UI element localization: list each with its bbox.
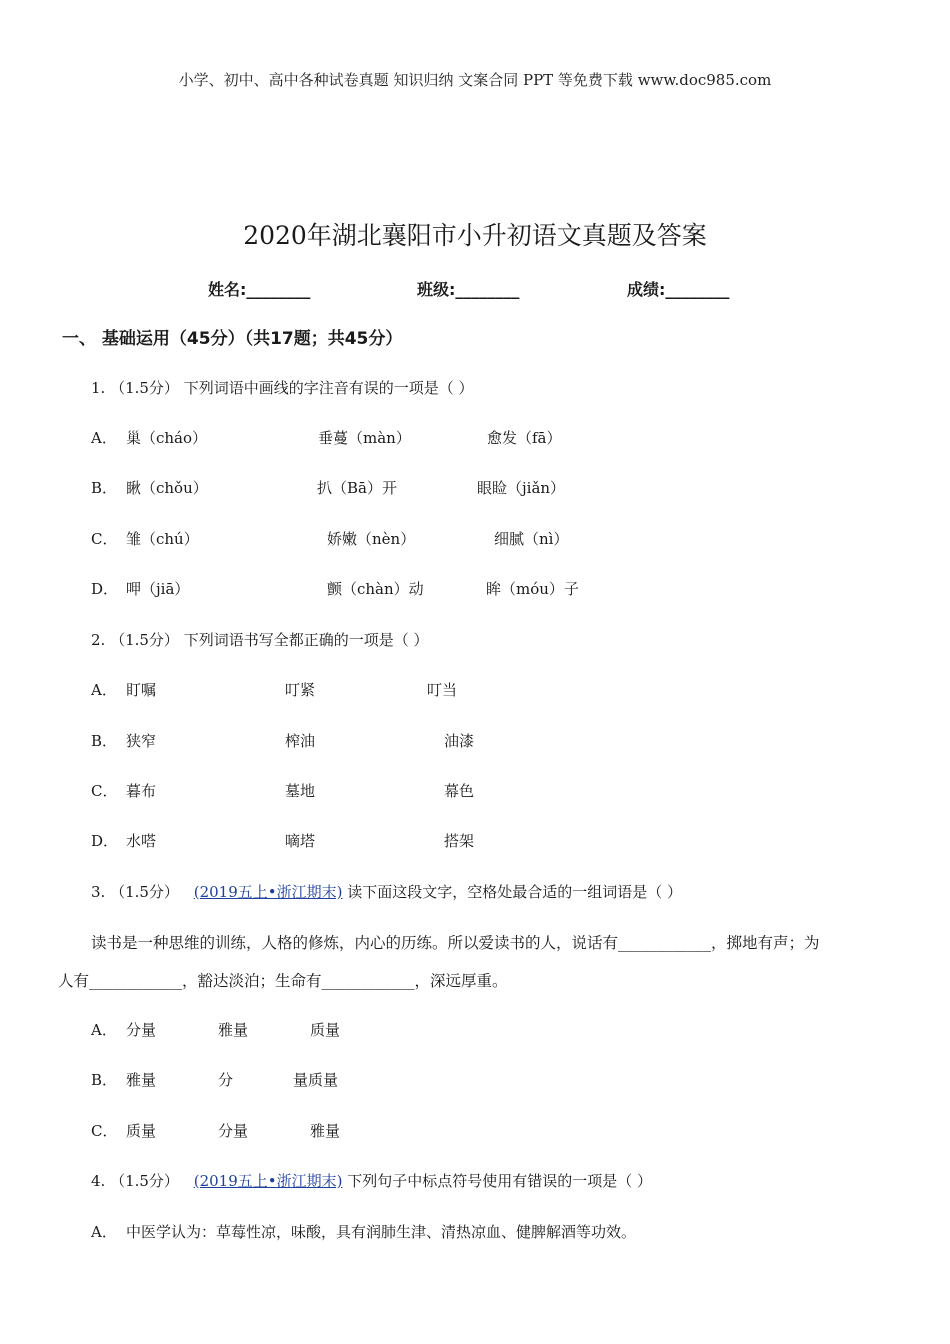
- option-item: 量质量: [293, 1071, 339, 1089]
- question-4-stem: [91, 1170, 652, 1191]
- class-field: 班级:________: [417, 280, 520, 299]
- option-label: A．: [91, 681, 117, 699]
- option-item: 细腻（nì）: [494, 530, 569, 548]
- option-item: 质量: [310, 1021, 341, 1039]
- option-item: 油漆: [444, 732, 475, 750]
- option-item: 瞅（chǒu）: [126, 479, 208, 497]
- option-item: 榨油: [285, 732, 316, 750]
- question-source-link[interactable]: (2019五上•浙江期末): [193, 883, 343, 901]
- option-item: 暮布: [126, 782, 157, 800]
- option-item: 水嗒: [126, 832, 157, 850]
- option-label: C．: [91, 782, 118, 800]
- section-heading: 一、 基础运用（45分）（共17题；共45分）: [62, 329, 403, 349]
- option-item: 垂蔓（màn）: [318, 429, 411, 447]
- option-label: B．: [91, 479, 118, 497]
- option-text: 中医学认为：草莓性凉，味酸，具有润肺生津、清热凉血、健脾解酒等功效。: [126, 1223, 637, 1241]
- option-item: 分量: [126, 1021, 157, 1039]
- passage-line-2: 人有____________，豁达淡泊；生命有____________，深远厚重。: [58, 972, 508, 990]
- option-item: 幕色: [444, 782, 475, 800]
- option-item: 雅量: [218, 1021, 249, 1039]
- option-item: 眸（móu）子: [486, 580, 579, 598]
- question-2-stem: 2. （1.5分） 下列词语书写全都正确的一项是（ ）: [91, 631, 429, 649]
- option-item: 雅量: [310, 1122, 341, 1140]
- option-label: B．: [91, 1071, 118, 1089]
- option-label: A．: [91, 1223, 117, 1241]
- option-item: 墓地: [285, 782, 316, 800]
- option-item: 分量: [218, 1122, 249, 1140]
- question-1-stem: 1. （1.5分） 下列词语中画线的字注音有误的一项是（ ）: [91, 379, 474, 397]
- option-item: 愈发（fā）: [487, 429, 562, 447]
- option-label: A．: [91, 1021, 117, 1039]
- question-number: 4. （1.5分）: [91, 1172, 179, 1190]
- passage-line-1: 读书是一种思维的训练，人格的修炼，内心的历练。所以爱读书的人，说话有____________，掷地有声；为: [91, 934, 820, 952]
- option-item: 盯嘱: [126, 681, 157, 699]
- page-title: 2020年湖北襄阳市小升初语文真题及答案: [243, 221, 707, 250]
- option-item: 质量: [126, 1122, 157, 1140]
- option-label: D．: [91, 580, 119, 598]
- option-label: D．: [91, 832, 119, 850]
- option-label: C．: [91, 1122, 118, 1140]
- option-item: 叮当: [427, 681, 458, 699]
- page-header: 小学、初中、高中各种试卷真题 知识归纳 文案合同 PPT 等免费下载 www.doc985.com: [178, 71, 772, 89]
- option-item: 雅量: [126, 1071, 157, 1089]
- option-item: 眼睑（jiǎn）: [477, 479, 566, 497]
- question-number: 3. （1.5分）: [91, 883, 179, 901]
- question-text: 读下面这段文字，空格处最合适的一组词语是（ ）: [347, 883, 683, 901]
- option-item: 雏（chú）: [126, 530, 199, 548]
- question-text: 下列句子中标点符号使用有错误的一项是（ ）: [347, 1172, 653, 1190]
- option-label: C．: [91, 530, 118, 548]
- option-label: A．: [91, 429, 117, 447]
- question-3-stem: [91, 881, 682, 902]
- option-item: 娇嫩（nèn）: [327, 530, 416, 548]
- option-item: 分: [218, 1071, 234, 1089]
- name-field: 姓名:________: [208, 280, 311, 299]
- option-item: 呷（jiā）: [126, 580, 190, 598]
- option-item: 巢（cháo）: [126, 429, 208, 447]
- option-item: 狭窄: [126, 732, 157, 750]
- score-field: 成绩:________: [627, 280, 730, 299]
- option-item: 扒（Bā）开: [317, 479, 397, 497]
- option-item: 搭架: [444, 832, 475, 850]
- option-item: 叮紧: [285, 681, 316, 699]
- option-item: 颤（chàn）动: [327, 580, 424, 598]
- option-label: B．: [91, 732, 118, 750]
- option-item: 嘀塔: [285, 832, 316, 850]
- question-source-link[interactable]: (2019五上•浙江期末): [193, 1172, 343, 1190]
